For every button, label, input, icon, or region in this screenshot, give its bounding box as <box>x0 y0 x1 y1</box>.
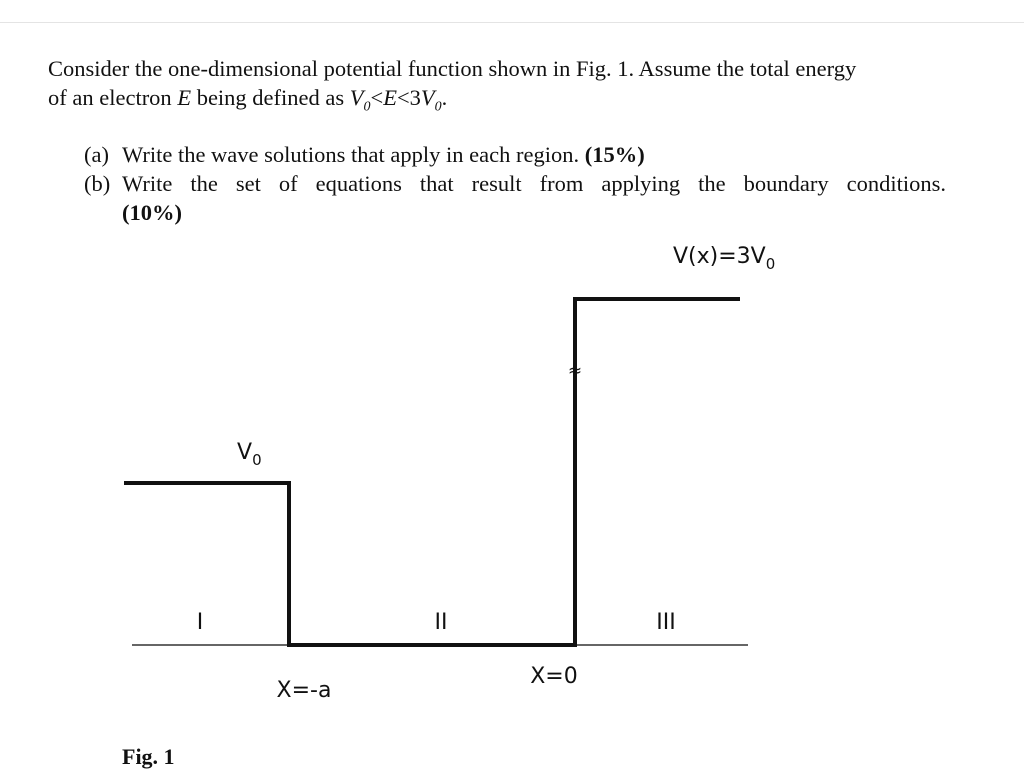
potential-left-label: $V_0$ <box>237 440 262 469</box>
axis-break-mark: ≈ <box>567 361 583 381</box>
problem-line-2: of an electron E being defined as $V_0<E<3V_0$. <box>48 85 448 115</box>
part-points: (10%) <box>122 200 182 225</box>
energy-symbol: E <box>177 85 192 110</box>
x-label-zero: X=0 <box>530 664 578 689</box>
potential-step-curve <box>124 299 740 645</box>
part-text: Write the set of equations that result from applying the boundary conditions. <box>122 171 946 196</box>
region-label-1: I <box>196 610 204 635</box>
problem-line-1: Consider the one-dimensional potential function shown in Fig. 1. Assume the total energy <box>48 56 857 81</box>
energy-condition: $V_0<E<3V_0$. <box>349 85 448 115</box>
figure-caption: Fig. 1 <box>122 744 175 769</box>
part-label: (a) <box>84 142 109 167</box>
part-label: (b) <box>84 171 111 196</box>
x-label-minus-a: X=-a <box>276 678 332 703</box>
region-label-2: II <box>434 610 448 635</box>
part-text: Write the wave solutions that apply in each region. <box>122 142 580 167</box>
region-label-3: III <box>656 610 676 635</box>
part-points: (15%) <box>584 142 645 167</box>
potential-right-label: $V(x)=3V_0$ <box>673 244 776 273</box>
